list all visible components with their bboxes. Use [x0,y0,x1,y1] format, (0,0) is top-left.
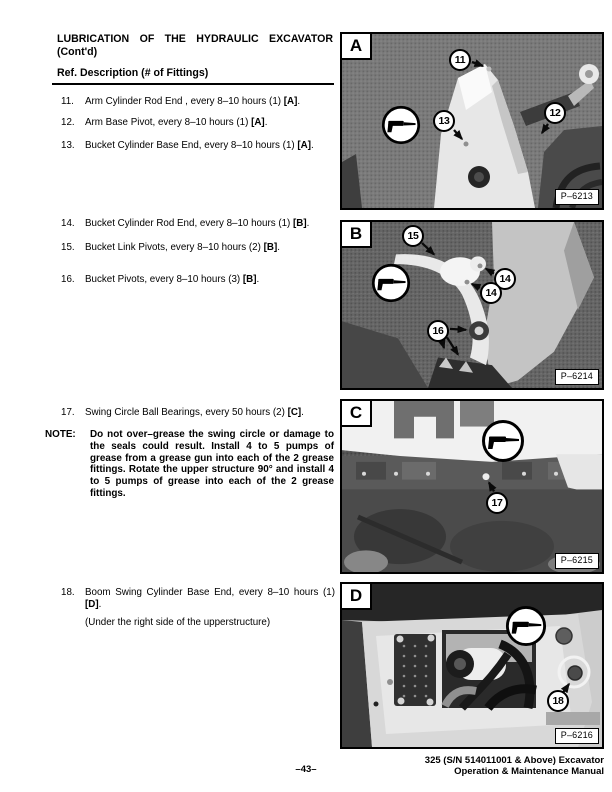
item-description: Bucket Cylinder Rod End, every 8–10 hours (1) [85,218,294,229]
item-description: Arm Base Pivot, every 8–10 hours (1) [85,117,252,128]
item-period: . [264,117,268,128]
callout-marker [433,110,455,132]
photo-id-label: P–6215 [555,553,599,569]
item-text [85,407,335,419]
page-title [57,33,333,58]
photo-id-label: P–6216 [555,728,599,744]
item-number: 12. [61,117,75,128]
page-number: –43– [295,764,317,775]
panel-letter-badge [340,220,372,248]
callout-marker [480,282,502,304]
figure-panel-b [340,220,604,390]
fitting-item-13 [57,140,335,152]
callout-number: 14 [499,273,511,285]
item-figure-ref: [A] [297,140,311,151]
panel-letter-badge [340,32,372,60]
item-text [85,218,335,230]
item-text [85,117,335,129]
item-figure-ref: [D] [85,599,99,610]
item-period: . [306,218,310,229]
note-text: Do not over–grease the swing circle or damage to the seals could result. Install 4 to 5 pumps of grease from a grease gun into each of the 2 grease fittings. Rotate the upper structure 90° and install 4 to 5 pumps of grease into each of the 2 grease fittings. [90,429,334,499]
item-number: 17. [61,407,75,418]
callout-marker [547,690,569,712]
callout-marker [544,102,566,124]
item-description: Bucket Pivots, every 8–10 hours (3) [85,274,243,285]
item-number: 14. [61,218,75,229]
document-title-line1: 325 (S/N 514011001 & Above) Excavator [424,755,604,766]
panel-letter: C [349,403,363,422]
item-period: . [277,242,280,253]
fitting-item-11 [57,96,335,108]
item-period: . [98,599,102,610]
callout-number: 18 [552,695,564,707]
item-text [85,587,335,611]
callout-number: 13 [438,115,450,127]
page-title-line1: LUBRICATION OF THE HYDRAULIC EXCAVATOR [57,33,333,45]
item-figure-ref: [B] [263,242,278,253]
item-description: Boom Swing Cylinder Base End, every 8–10 hours (1) [85,587,335,598]
photo-id-label: P–6213 [555,189,599,205]
callout-number: 11 [454,54,466,66]
item-description: Bucket Link Pivots, every 8–10 hours (2) [85,242,264,253]
document-title-line2: Operation & Maintenance Manual [454,766,604,777]
ref-description-header: Ref. Description (# of Fittings) [52,67,334,85]
item-period: . [256,274,260,285]
note-label: NOTE: [45,429,76,440]
grease-gun-icon [381,105,421,145]
figure-panel-a [340,32,604,210]
callout-marker [449,49,471,71]
item-period: . [301,407,304,418]
panel-letter-badge [340,399,372,427]
item-text [85,242,335,254]
item-number: 11. [61,96,74,107]
item-text [85,140,335,152]
panel-letter: A [349,36,363,55]
fitting-item-15 [57,242,335,254]
note-block [45,429,334,500]
callout-marker [402,225,424,247]
item-18-location-note: (Under the right side of the upperstructure) [85,617,271,628]
fitting-item-18 [57,587,335,611]
item-number: 18. [61,587,75,598]
figure-panel-c [340,399,604,574]
callout-number: 16 [432,325,444,337]
photo-boom-swing-cylinder-area [342,584,602,747]
grease-gun-icon [371,263,411,303]
callout-number: 14 [485,287,497,299]
item-figure-ref: [B] [293,218,307,229]
panel-letter: B [349,224,363,243]
photo-swing-circle-area [342,401,602,572]
fitting-item-12 [57,117,335,129]
item-figure-ref: [A] [283,96,298,107]
item-figure-ref: [B] [242,274,257,285]
item-period: . [297,96,301,107]
fitting-item-14 [57,218,335,230]
item-text [85,96,335,108]
callout-number: 12 [549,107,561,119]
callout-marker [486,492,508,514]
photo-bucket-link-area [342,222,602,388]
item-period: . [310,140,314,151]
item-figure-ref: [C] [287,407,302,418]
photo-id-label: P–6214 [555,369,599,385]
item-text [85,274,335,286]
fitting-item-16 [57,274,335,286]
panel-letter: D [349,586,363,605]
callout-number: 15 [407,230,419,242]
figure-panel-d [340,582,604,749]
fitting-item-17 [57,407,335,419]
item-number: 15. [61,242,75,253]
grease-gun-icon [481,419,525,463]
grease-gun-icon [505,605,547,647]
item-figure-ref: [A] [251,117,265,128]
item-description: Bucket Cylinder Base End, every 8–10 hours (1) [85,140,298,151]
item-number: 16. [61,274,75,285]
panel-letter-badge [340,582,372,610]
item-number: 13. [61,140,75,151]
item-description: Swing Circle Ball Bearings, every 50 hours (2) [85,407,288,418]
item-description: Arm Cylinder Rod End , every 8–10 hours (1) [85,96,284,107]
callout-number: 17 [491,497,503,509]
callout-marker [427,320,449,342]
page-title-line2: (Cont'd) [57,45,98,58]
document-title-footer [284,755,604,777]
